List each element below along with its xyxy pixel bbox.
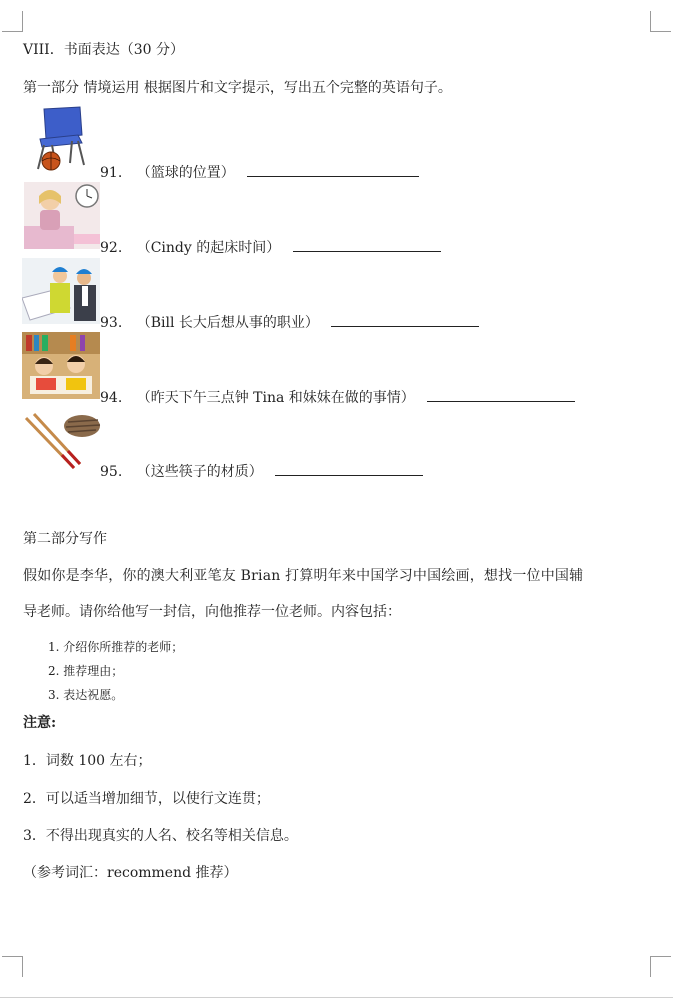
reference-vocabulary: （参考词汇：recommend 推荐） <box>23 865 238 881</box>
content-item-3: 3. 表达祝愿。 <box>48 688 124 702</box>
question-hint: （昨天下午三点钟 Tina 和妹妹在做的事情） <box>136 390 415 406</box>
note-1: 1．词数 100 左右； <box>23 753 152 769</box>
corner-mark-top-right <box>650 11 671 32</box>
chopsticks-picture <box>22 408 102 474</box>
question-hint: （篮球的位置） <box>136 165 235 181</box>
question-hint: （这些筷子的材质） <box>136 464 263 480</box>
answer-blank[interactable] <box>427 387 575 402</box>
question-92 <box>100 237 441 257</box>
note-2: 2．可以适当增加细节，以使行文连贯； <box>23 791 270 807</box>
answer-blank[interactable] <box>275 461 423 476</box>
question-93 <box>100 312 479 332</box>
question-number: 93. <box>100 315 123 331</box>
question-number: 91. <box>100 165 123 181</box>
question-94 <box>100 387 575 407</box>
part1-heading: 第一部分 情境运用 根据图片和文字提示，写出五个完整的英语句子。 <box>23 80 452 96</box>
corner-mark-top-left <box>2 11 23 32</box>
page-bottom-rule <box>0 997 673 998</box>
answer-blank[interactable] <box>293 237 441 252</box>
question-91 <box>100 162 419 182</box>
question-95 <box>100 461 423 481</box>
writing-prompt-line-2: 导老师。请你给他写一封信，向他推荐一位老师。内容包括： <box>23 604 401 620</box>
chair-basketball-picture <box>30 105 88 171</box>
question-number: 94. <box>100 390 123 406</box>
section-title: VIII．书面表达（30 分） <box>23 42 184 58</box>
question-hint: （Bill 长大后想从事的职业） <box>136 315 319 331</box>
corner-mark-bottom-left <box>2 956 23 977</box>
note-label: 注意: <box>23 715 57 731</box>
content-item-2: 2. 推荐理由； <box>48 664 124 678</box>
kids-reading-picture <box>22 332 100 399</box>
note-3: 3．不得出现真实的人名、校名等相关信息。 <box>23 828 298 844</box>
question-hint: （Cindy 的起床时间） <box>136 240 281 256</box>
writing-prompt-line-1: 假如你是李华，你的澳大利亚笔友 Brian 打算明年来中国学习中国绘画，想找一位中国辅 <box>23 568 584 584</box>
content-item-1: 1. 介绍你所推荐的老师； <box>48 640 184 654</box>
engineers-picture <box>22 258 100 324</box>
question-number: 95. <box>100 464 123 480</box>
corner-mark-bottom-right <box>650 956 671 977</box>
answer-blank[interactable] <box>331 312 479 327</box>
girl-clock-picture <box>24 182 100 249</box>
question-number: 92. <box>100 240 123 256</box>
answer-blank[interactable] <box>247 162 419 177</box>
part2-heading: 第二部分写作 <box>23 531 107 547</box>
